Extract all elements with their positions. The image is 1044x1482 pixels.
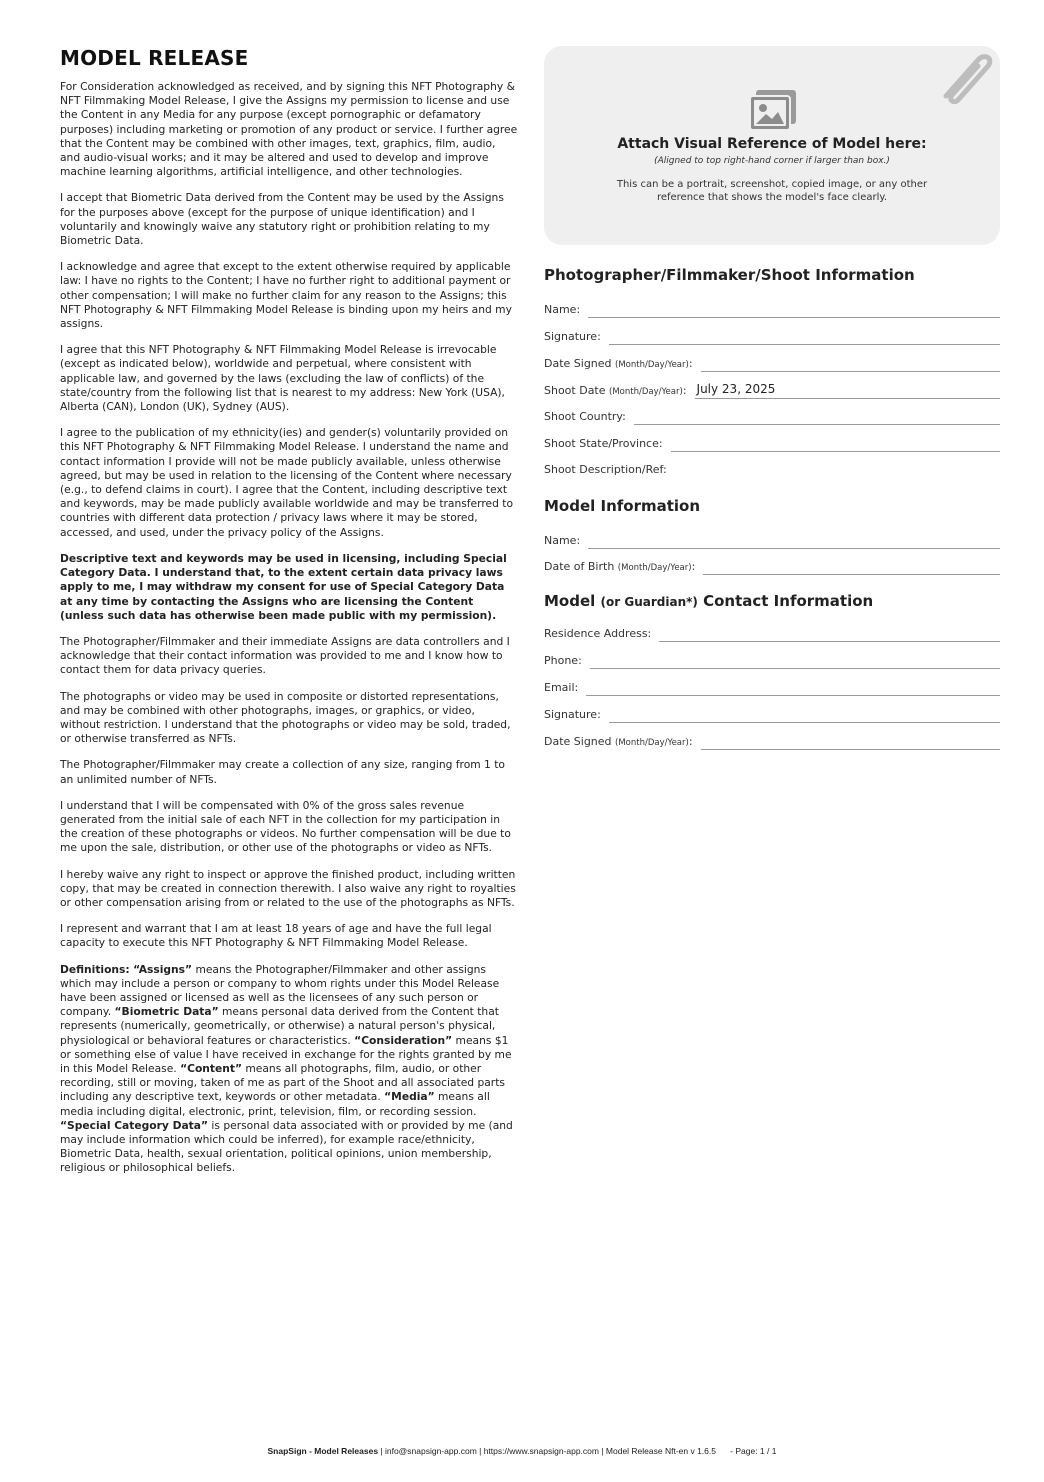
model-signature-field[interactable]	[544, 703, 1000, 723]
paragraph: I understand that I will be compensated with 0% of the gross sales revenue generated from the initial sale of each NFT in the collection for my participation in the creation of these photographs or videos. No further compensation will be due to me upon the sale, distribution, or other use of the photographs or video as NFTs.	[60, 798, 511, 855]
footer-info: | info@snapsign-app.com | https://www.snapsign-app.com | Model Release Nft-en v 1.6.5 - Page: 1 / 1	[378, 1446, 777, 1456]
paragraph: I accept that Biometric Data derived from the Content may be used by the Assigns for the purposes above (except for the purpose of unique identification) and I voluntarily and knowingly waive any statutory right or prohibition relating to my Biometric Data.	[60, 191, 504, 248]
input-line[interactable]	[609, 326, 1000, 345]
form-column	[544, 46, 1000, 748]
field-label: Name:	[544, 534, 581, 547]
photographer-name-field[interactable]	[544, 298, 1000, 318]
input-line[interactable]	[586, 677, 1000, 696]
attach-title: Attach Visual Reference of Model here:	[617, 136, 927, 152]
shoot-date-value: July 23, 2025	[696, 382, 776, 396]
paragraph: For Consideration acknowledged as received, and by signing this NFT Photography & NFT Filmmaking Model Release, I give the Assigns my permission to license and use the Content in any Media for any purpose (except pornographic or defamatory purposes) including marketing or promotion of any product or service. I further agree that the Content may be combined with other images, text, graphics, film, audio, and audio-visual works; and it may be altered and used to develop and improve machine learning algorithms, artificial intelligence, and other technologies.	[60, 80, 518, 179]
field-label: Shoot Date (Month/Day/Year):	[544, 384, 687, 397]
term-consideration: “Consideration”	[354, 1033, 453, 1047]
paragraph: The Photographer/Filmmaker and their immediate Assigns are data controllers and I acknowledge that their contact information was provided to me and I know how to contact them for data privacy queries.	[60, 634, 510, 677]
field-label: Shoot State/Province:	[544, 437, 663, 450]
field-label: Signature:	[544, 330, 601, 343]
term-assigns: “Assigns”	[133, 962, 193, 976]
photographer-date-signed-field[interactable]	[544, 352, 1000, 372]
page-title: MODEL RELEASE	[60, 46, 249, 70]
term-media: “Media”	[384, 1090, 435, 1104]
input-line[interactable]	[675, 460, 1000, 478]
term-special: “Special Category Data”	[60, 1118, 209, 1132]
paragraph: I agree that this NFT Photography & NFT Filmmaking Model Release is irrevocable (except as indicated below), worldwide and perpetual, where consistent with applicable law, and governed by the laws (excluding the law of conflicts) of the state/country from the following list that is nearest to my address: New York (USA), Alberta (CAN), London (UK), Sydney (AUS).	[60, 343, 505, 414]
input-line[interactable]	[588, 299, 1000, 318]
field-label: Shoot Description/Ref:	[544, 463, 667, 476]
heading-text: Model	[544, 592, 596, 610]
input-line[interactable]	[634, 406, 1000, 425]
date-format-hint: (Month/Day/Year)	[615, 360, 689, 370]
input-line[interactable]	[609, 704, 1000, 723]
contact-section-heading	[544, 592, 873, 610]
model-photo-dropzone[interactable]	[544, 46, 1000, 245]
label-text: Shoot Date	[544, 384, 606, 397]
paragraph: The Photographer/Filmmaker may create a collection of any size, ranging from 1 to an unlimited number of NFTs.	[60, 758, 505, 786]
definitions-heading: Definitions:	[60, 962, 130, 976]
footer-brand: SnapSign - Model Releases	[267, 1446, 379, 1456]
def-consideration: means $1 or something else of value I have received in exchange for the rights granted by me in this Model Release.	[60, 1033, 512, 1075]
input-line[interactable]	[671, 433, 1000, 452]
input-line[interactable]	[590, 650, 1000, 669]
input-line[interactable]	[659, 623, 1000, 642]
model-name-field[interactable]	[544, 529, 1000, 549]
paragraph: I acknowledge and agree that except to the extent otherwise required by applicable law: I have no rights to the Content; I have no further right to additional payment or other compensation; I will make no further claim for any reason to the Assigns; this NFT Photography & NFT Filmmaking Model Release is binding upon my heirs and my assigns.	[60, 260, 512, 331]
special-data-paragraph: Descriptive text and keywords may be used in licensing, including Special Category Data. I understand that, to the extent certain data privacy laws apply to me, I may withdraw my consent for use of Special Category Data at any time by contacting the Assigns who are licensing the Content (unless such data has otherwise been made public with my permission).	[60, 551, 507, 622]
field-label: Date Signed (Month/Day/Year):	[544, 357, 693, 370]
heading-guardian: (or Guardian*)	[600, 595, 698, 609]
field-label: Name:	[544, 303, 581, 316]
input-line[interactable]	[701, 353, 1000, 372]
shoot-section-heading: Photographer/Filmmaker/Shoot Information	[544, 266, 915, 284]
field-label: Shoot Country:	[544, 410, 626, 423]
shoot-description-field[interactable]	[544, 458, 1000, 478]
def-biometric: means personal data derived from the Content that represents (numerically, geometrically, or otherwise) a natural person's physical, physiological or behavioral features or characteristics.	[60, 1005, 499, 1047]
model-dob-field[interactable]	[544, 555, 1000, 575]
release-text-column	[60, 46, 518, 1188]
field-label: Residence Address:	[544, 627, 652, 640]
heading-text: Contact Information	[703, 592, 874, 610]
input-line[interactable]	[703, 556, 1000, 575]
field-label: Date of Birth (Month/Day/Year):	[544, 560, 696, 573]
label-text: Date Signed	[544, 735, 612, 748]
shoot-country-field[interactable]	[544, 405, 1000, 425]
date-format-hint: (Month/Day/Year)	[609, 387, 683, 397]
field-label: Signature:	[544, 708, 601, 721]
email-field[interactable]	[544, 676, 1000, 696]
photographer-signature-field[interactable]	[544, 325, 1000, 345]
phone-field[interactable]	[544, 649, 1000, 669]
label-text: Date of Birth	[544, 560, 615, 573]
shoot-date-field[interactable]	[544, 379, 1000, 399]
input-line[interactable]	[701, 731, 1000, 750]
paragraph: I represent and warrant that I am at least 18 years of age and have the full legal capacity to execute this NFT Photography & NFT Filmmaking Model Release.	[60, 922, 492, 950]
def-content: means all photographs, film, audio, or other recording, still or moving, taken of me as part of the Shoot and all associated parts including any descriptive text, keywords or other metadata.	[60, 1061, 505, 1104]
paperclip-icon	[936, 46, 1000, 114]
paragraph: I agree to the publication of my ethnicity(ies) and gender(s) voluntarily provided on this NFT Photography & NFT Filmmaking Model Release. I understand the name and contact information I provide will not be made publicly available, unless otherwise agreed, but may be used in relation to the licensing of the Content where necessary (e.g., to defend claims in court). I agree that the Content, including descriptive text and keywords, may be made publicly available worldwide and may be transferred to countries with different data protection / privacy laws where it may be stored, accessed, and used, under the privacy policy of the Assigns.	[60, 426, 513, 539]
def-media: means all media including digital, electronic, print, television, film, or recording session.	[60, 1090, 490, 1118]
shoot-state-field[interactable]	[544, 432, 1000, 452]
attach-description: This can be a portrait, screenshot, copied image, or any other reference that shows the model's face clearly.	[616, 179, 928, 203]
page-footer	[0, 1446, 1044, 1456]
paragraph: The photographs or video may be used in composite or distorted representations, and may be combined with other photographs, images, or graphics, or video, without restriction. I understand that the photographs or video may be sold, traded, or otherwise transferred as NFTs.	[60, 689, 511, 746]
attach-subtitle: (Aligned to top right-hand corner if larger than box.)	[654, 156, 890, 166]
residence-address-field[interactable]	[544, 622, 1000, 642]
field-label: Date Signed (Month/Day/Year):	[544, 735, 693, 748]
field-label: Phone:	[544, 654, 582, 667]
photo-icon	[748, 88, 798, 136]
input-line[interactable]	[695, 380, 1000, 399]
date-format-hint: (Month/Day/Year)	[615, 738, 689, 748]
term-content: “Content”	[180, 1061, 242, 1075]
model-date-signed-field[interactable]	[544, 730, 1000, 750]
label-text: Date Signed	[544, 357, 612, 370]
date-format-hint: (Month/Day/Year)	[617, 563, 692, 573]
term-biometric: “Biometric Data”	[114, 1005, 219, 1019]
def-special: is personal data associated with or provided by me (and may include information which could be inferred), for example race/ethnicity, Biometric Data, health, sexual orientation, political opinions, union membership, religious or philosophical beliefs.	[60, 1118, 513, 1175]
definitions-paragraph	[60, 963, 518, 1176]
field-label: Email:	[544, 681, 579, 694]
def-assigns: means the Photographer/Filmmaker and other assigns which may include a person or company to whom rights under this Model Release have been assigned or licensed as well as the licensees of any such person or company.	[60, 962, 500, 1019]
input-line[interactable]	[588, 530, 1000, 549]
paragraph: I hereby waive any right to inspect or approve the finished product, including written copy, that may be created in connection therewith. I also waive any right to royalties or other compensation arising from or related to the use of the photographs as NFTs.	[60, 867, 516, 909]
model-section-heading: Model Information	[544, 497, 701, 515]
